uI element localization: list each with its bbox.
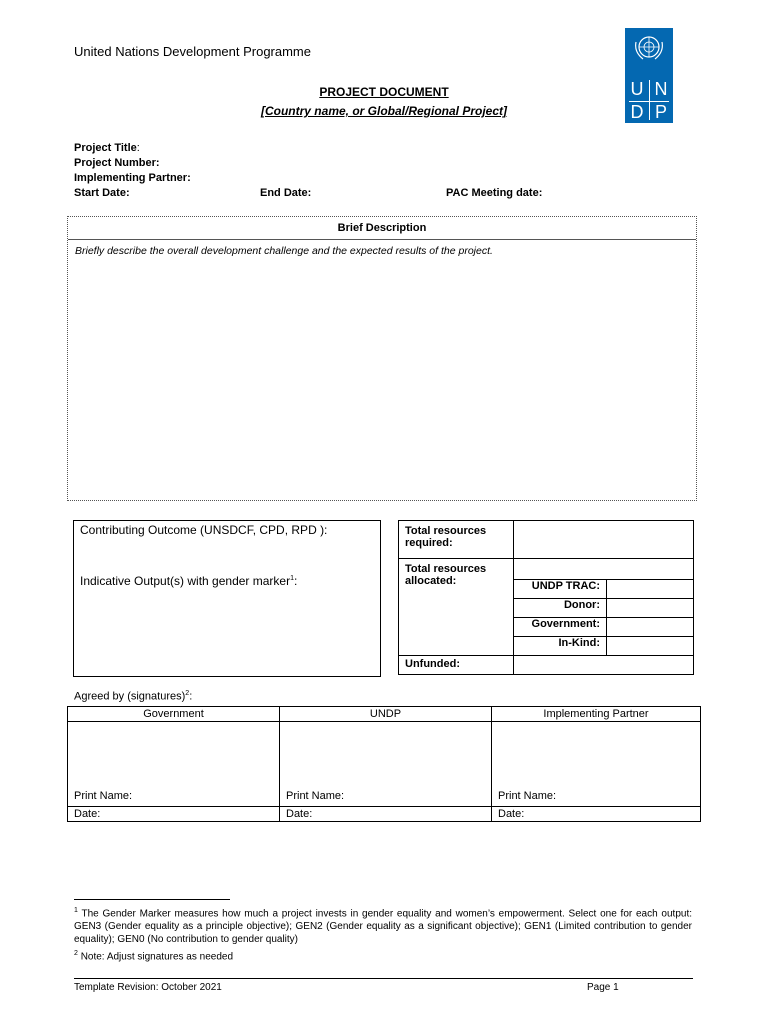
footnote-2: [74, 947, 692, 963]
government-value[interactable]: [607, 618, 694, 637]
end-date-label: End Date:: [260, 187, 312, 199]
partner-print-name-label: Print Name:: [498, 790, 557, 802]
template-revision: Template Revision: October 2021: [74, 982, 222, 993]
footnote-ref-1: 1: [290, 575, 294, 582]
signature-column-government: Government: [68, 707, 280, 722]
project-title-label: Project Title: [74, 142, 137, 154]
partner-date-label: Date:: [498, 808, 525, 820]
brief-description-box: [67, 216, 697, 501]
government-signature-cell[interactable]: [68, 722, 280, 807]
undp-signature-cell[interactable]: [280, 722, 492, 807]
donor-value[interactable]: [607, 599, 694, 618]
footnote-2-mark: 2: [74, 950, 78, 957]
donor-label: Donor:: [514, 599, 607, 618]
total-resources-allocated-value[interactable]: [514, 559, 694, 580]
logo-letter-p: P: [654, 102, 667, 122]
footnote-1-text: The Gender Marker measures how much a project invests in gender equality and women’s empowerment. Select one for each output: GEN3 (Gender equality as a principle objective); GEN2 (Gender equality as a significant objective); GEN1 (Limited contribution to gender equality); GEN0 (No contribution to gender quality): [74, 908, 692, 946]
indicative-output-label: [80, 574, 297, 588]
project-number-label: Project Number:: [74, 157, 160, 169]
indicative-output-colon: :: [294, 574, 298, 588]
total-resources-allocated-label: Total resources allocated:: [399, 559, 514, 656]
document-subtitle: [Country name, or Global/Regional Project]: [260, 104, 508, 118]
undp-trac-label: UNDP TRAC:: [514, 580, 607, 599]
unfunded-value[interactable]: [514, 656, 694, 675]
start-date-label: Start Date:: [74, 187, 130, 199]
footer-rule: [74, 978, 693, 979]
agreed-by-colon: :: [189, 690, 193, 703]
logo-divider-horizontal: [629, 101, 669, 102]
government-label: Government:: [514, 618, 607, 637]
unfunded-label: Unfunded:: [399, 656, 514, 675]
undp-print-name-label: Print Name:: [286, 790, 345, 802]
in-kind-value[interactable]: [607, 637, 694, 656]
brief-description-heading: Brief Description: [68, 217, 696, 240]
total-resources-required-value[interactable]: [514, 521, 694, 559]
agreed-by-text: Agreed by (signatures): [74, 690, 186, 703]
brief-description-text[interactable]: Briefly describe the overall development challenge and the expected results of the project.: [75, 245, 493, 257]
footnote-separator: [74, 899, 230, 900]
logo-letter-d: D: [630, 102, 644, 122]
signature-column-undp: UNDP: [280, 707, 492, 722]
undp-date-cell[interactable]: [280, 807, 492, 822]
implementing-partner-label: Implementing Partner:: [74, 172, 191, 184]
footnote-1-mark: 1: [74, 907, 78, 914]
page-number: Page 1: [587, 982, 619, 993]
organization-name: United Nations Development Programme: [74, 44, 311, 59]
footnote-ref-2: 2: [185, 690, 190, 697]
pac-meeting-date-label: PAC Meeting date:: [446, 187, 543, 199]
government-date-cell[interactable]: [68, 807, 280, 822]
footnote-2-text: Note: Adjust signatures as needed: [80, 951, 234, 963]
logo-letter-n: N: [654, 79, 668, 99]
project-title-colon: :: [136, 142, 140, 154]
undp-trac-value[interactable]: [607, 580, 694, 599]
in-kind-label: In-Kind:: [514, 637, 607, 656]
resources-table: [398, 520, 694, 675]
government-print-name-label: Print Name:: [74, 790, 133, 802]
project-title-field: [74, 142, 140, 154]
signature-column-implementing-partner: Implementing Partner: [492, 707, 701, 722]
footnote-1: [74, 904, 692, 946]
logo-letter-u: U: [630, 79, 644, 99]
total-resources-required-label: Total resources required:: [399, 521, 514, 559]
partner-signature-cell[interactable]: [492, 722, 701, 807]
undp-date-label: Date:: [286, 808, 313, 820]
partner-date-cell[interactable]: [492, 807, 701, 822]
contributing-outcome-label: Contributing Outcome (UNSDCF, CPD, RPD ):: [80, 523, 328, 537]
government-date-label: Date:: [74, 808, 101, 820]
document-title: PROJECT DOCUMENT: [319, 85, 449, 99]
un-emblem-icon: [631, 32, 667, 64]
signatures-table: [67, 706, 701, 822]
indicative-output-text: Indicative Output(s) with gender marker: [80, 574, 291, 588]
agreed-by-label: [74, 690, 192, 703]
outcome-box: [73, 520, 381, 677]
